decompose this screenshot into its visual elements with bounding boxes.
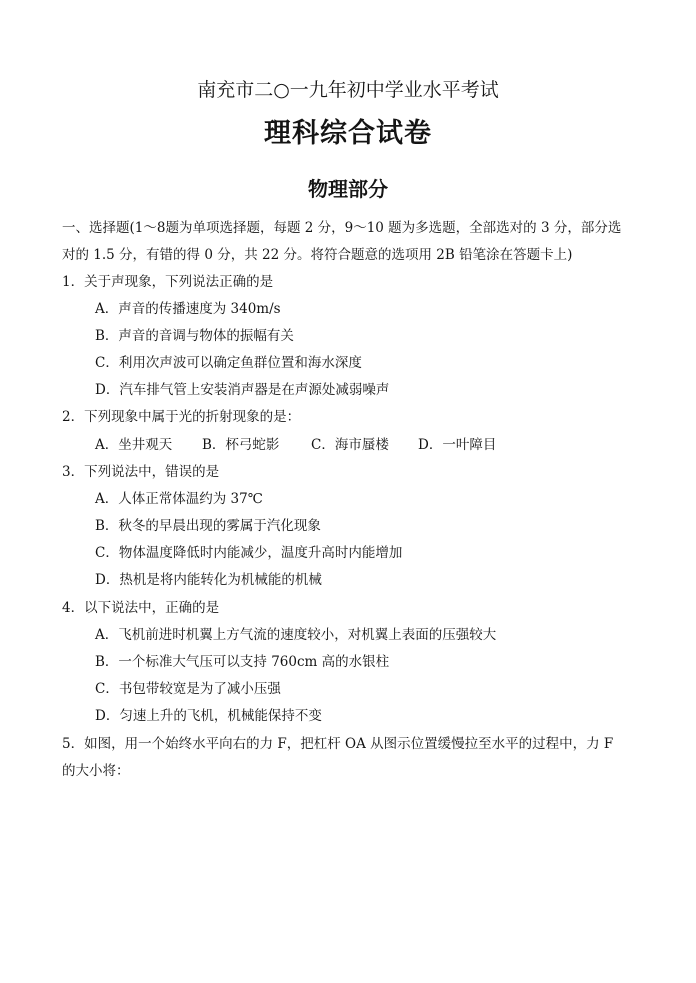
section-title: 物理部分 <box>308 177 388 201</box>
question-1-option-d: D．汽车排气管上安装消声器是在声源处减弱噪声 <box>95 382 390 398</box>
question-5-stem-continued: 的大小将： <box>62 763 130 779</box>
question-5-stem: 5．如图，用一个始终水平向右的力 F，把杠杆 OA 从图示位置缓慢拉至水平的过程中，力 F <box>62 736 614 752</box>
question-4-option-a: A．飞机前进时机翼上方气流的速度较小，对机翼上表面的压强较大 <box>95 627 497 643</box>
question-1-option-c: C．利用次声波可以确定鱼群位置和海水深度 <box>95 355 362 371</box>
question-4-option-c: C．书包带较宽是为了减小压强 <box>95 681 281 697</box>
question-3-stem: 3．下列说法中，错误的是 <box>62 464 220 480</box>
question-3-option-a: A．人体正常体温约为 37℃ <box>95 491 263 507</box>
question-4-option-b: B．一个标准大气压可以支持 760cm 高的水银柱 <box>95 654 390 670</box>
question-3-option-b: B．秋冬的早晨出现的雾属于汽化现象 <box>95 518 321 534</box>
question-1-option-b: B．声音的音调与物体的振幅有关 <box>95 328 294 344</box>
question-3-option-d: D．热机是将内能转化为机械能的机械 <box>95 572 322 588</box>
instructions-line-1: 一、选择题(1～8题为单项选择题，每题 2 分，9～10 题为多选题，全部选对的 3 分，部分选 <box>62 220 622 236</box>
question-2-option-c: C．海市蜃楼 <box>311 437 389 453</box>
question-4-stem: 4．以下说法中，正确的是 <box>62 600 220 616</box>
question-2-stem: 2．下列现象中属于光的折射现象的是： <box>62 409 301 425</box>
paper-title: 理科综合试卷 <box>264 118 432 149</box>
question-2-option-d: D．一叶障目 <box>418 437 497 453</box>
instructions-line-2: 对的 1.5 分，有错的得 0 分，共 22 分。将符合题意的选项用 2B 铅笔涂在答题卡上) <box>62 247 573 263</box>
question-3-option-c: C．物体温度降低时内能减少，温度升高时内能增加 <box>95 545 403 561</box>
question-4-option-d: D．匀速上升的飞机，机械能保持不变 <box>95 708 322 724</box>
question-1-stem: 1．关于声现象，下列说法正确的是 <box>62 274 274 290</box>
question-1-option-a: A．声音的传播速度为 340m/s <box>95 301 281 317</box>
question-2-option-b: B．杯弓蛇影 <box>202 437 280 453</box>
exam-name: 南充市二○一九年初中学业水平考试 <box>197 79 499 101</box>
question-2-option-a: A．坐井观天 <box>95 437 173 453</box>
